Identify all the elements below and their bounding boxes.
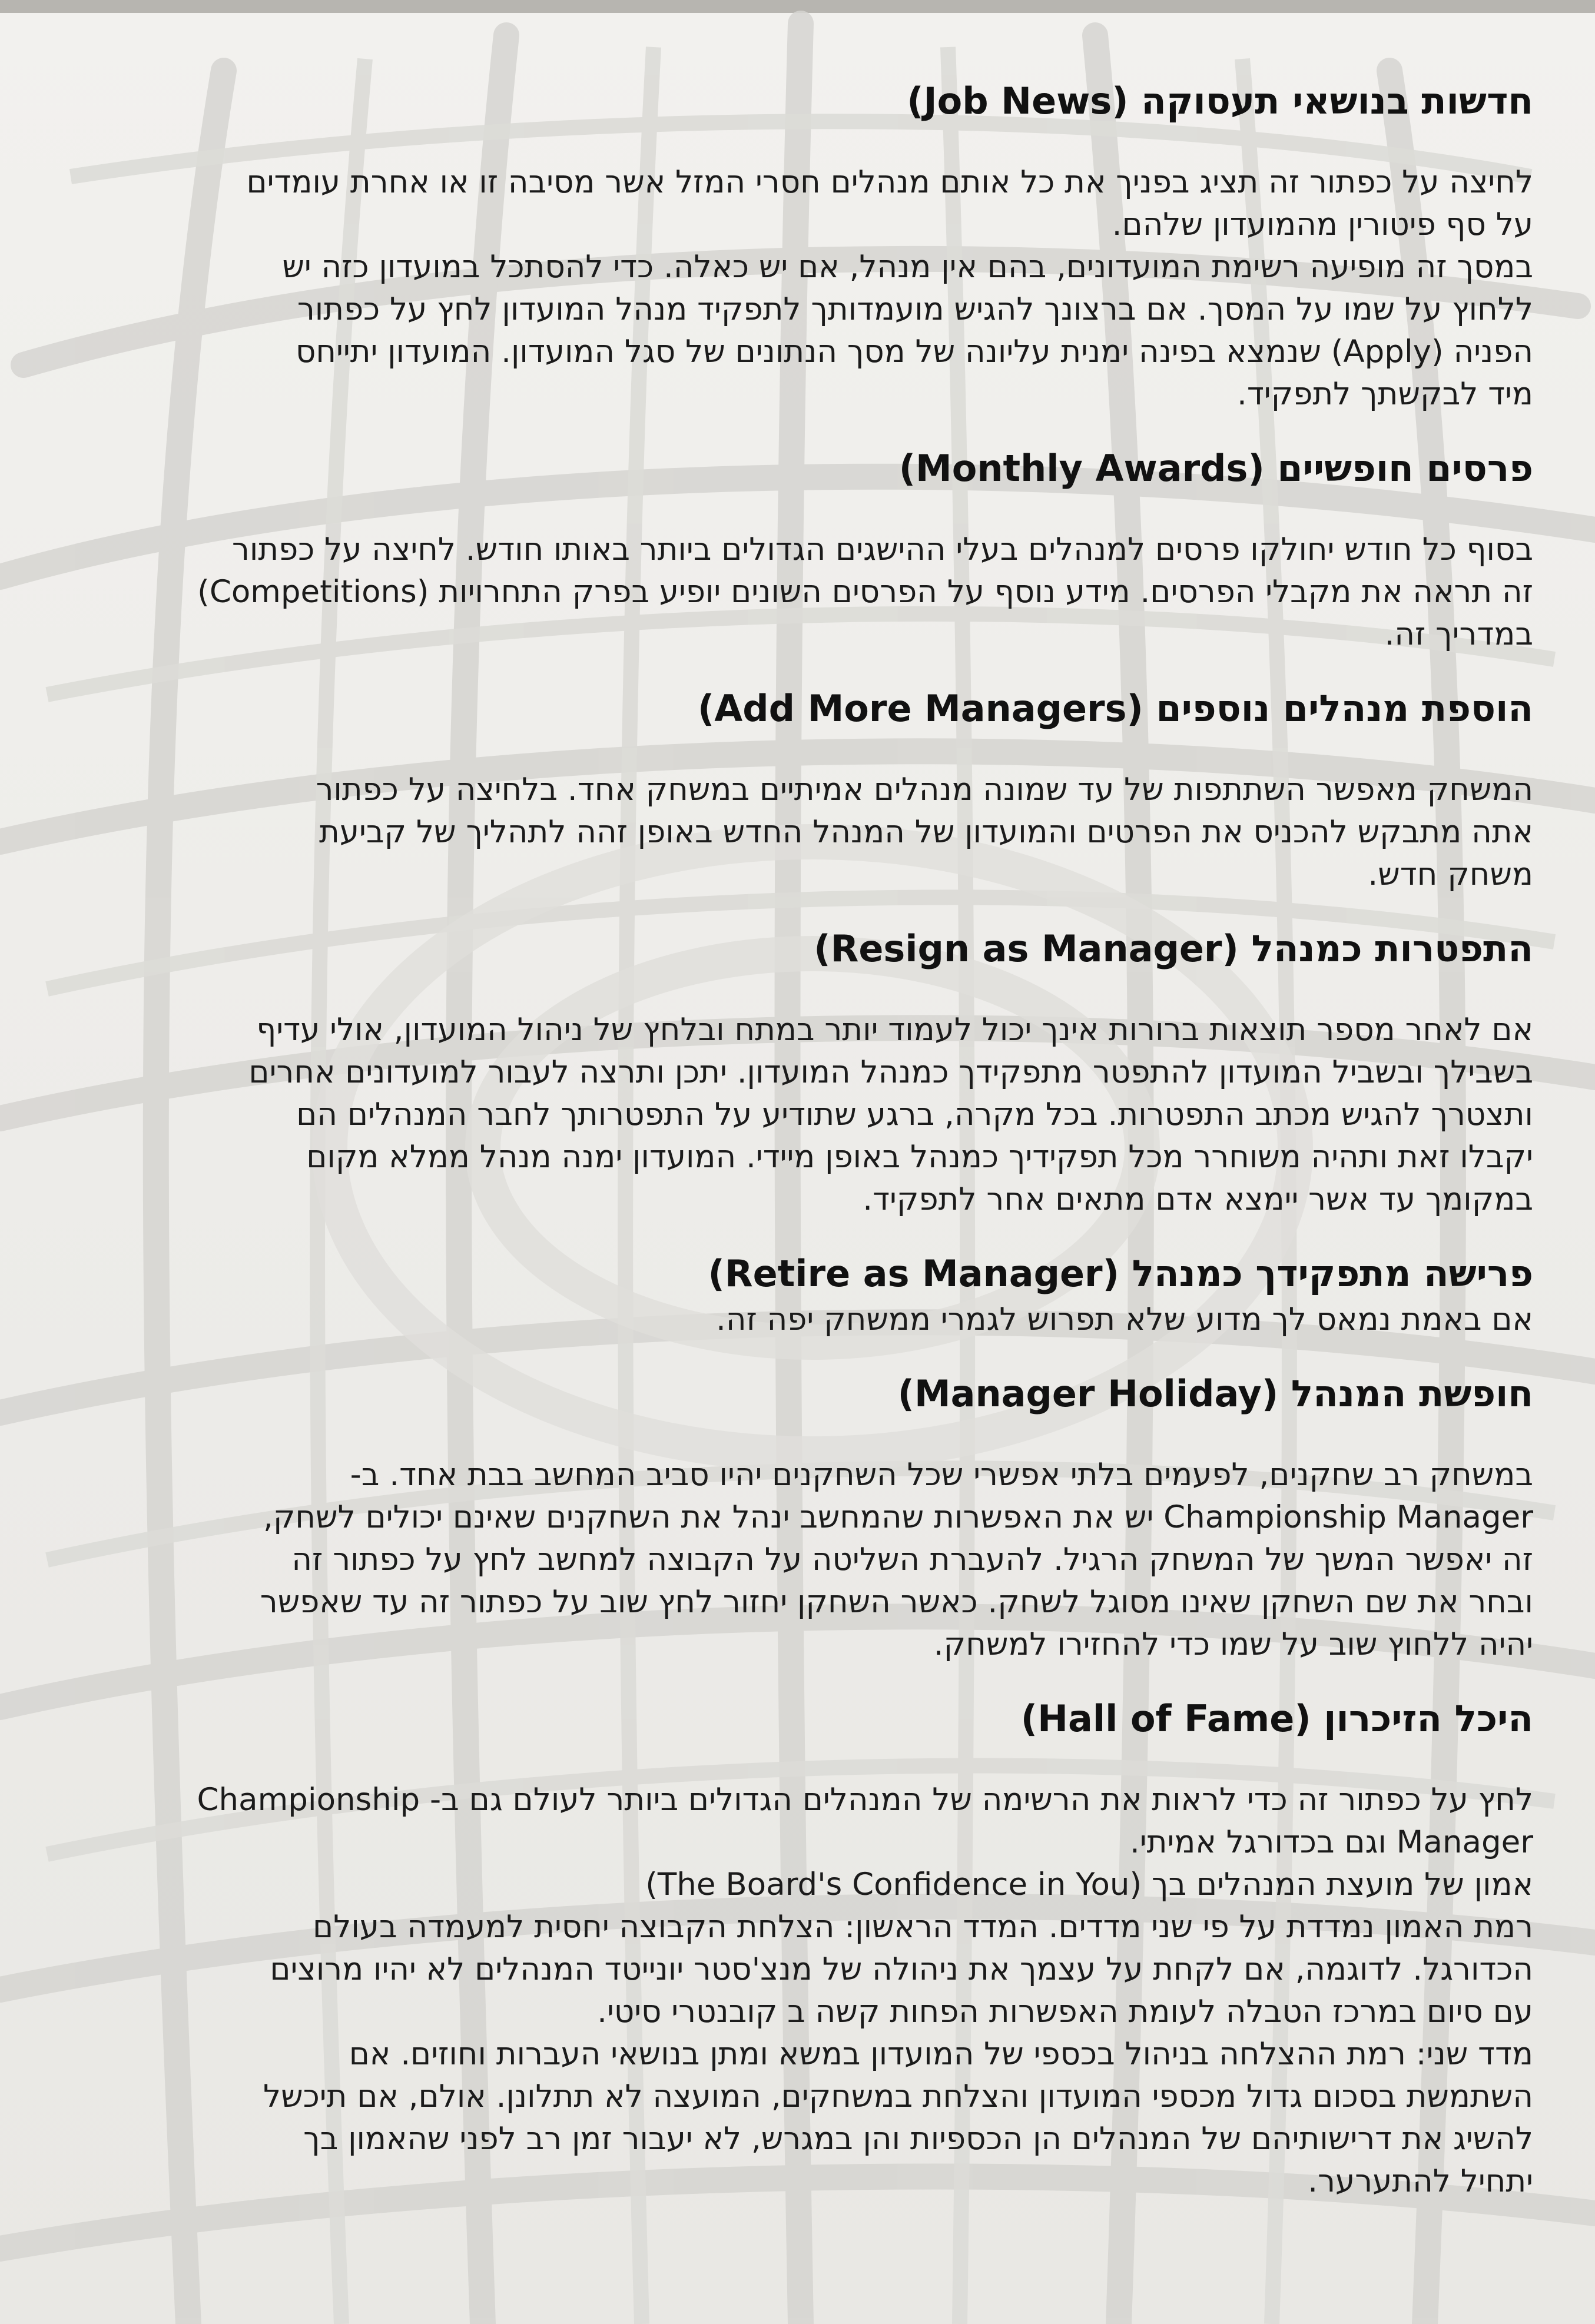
heading-job-news: חדשות בנושאי תעסוקה (Job News) bbox=[907, 79, 1533, 122]
heading-manager-holiday: חופשת המנהל (Manager Holiday) bbox=[897, 1372, 1533, 1415]
paragraph-add-managers: המשחק מאפשר השתתפות של עד שמונה מנהלים אמיתיים במשחק אחד. בלחיצה על כפתור אתה מתבקש להכניס את הפרטים והמועדון של המנהל החדש באופן זהה לתהליך של קביעת משחק חדש. bbox=[316, 772, 1533, 892]
heading-retire: פרישה מתפקידך כמנהל (Retire as Manager) bbox=[708, 1252, 1533, 1295]
paragraph-monthly-awards: בסוף כל חודש יחולקו פרסים למנהלים בעלי ההישגים הגדולים ביותר באותו חודש. לחיצה על כפתור זה תראה את מקבלי הפרסים. מידע נוסף על הפרסים השונים יופיע בפרק התחרויות (Competitions) במדריך זה. bbox=[197, 532, 1533, 652]
paragraph-retire: אם באמת נמאס לך מדוע שלא תפרוש לגמרי ממשחק יפה זה. bbox=[716, 1302, 1533, 1337]
paragraph-manager-holiday: במשחק רב שחקנים, לפעמים בלתי אפשרי שכל השחקנים יהיו סביב המחשב בבת אחד. ב- Championship Manager יש את האפשרות שהמחשב ינהל את השחקנים שאינם יכולים לשחק, זה יאפשר המשך של המשחק הרגיל. להעברת השליטה על הקבוצה למחשב לחץ על כפתור זה ובחר את שם השחקן שאינו מסוגל לשחק. כאשר השחקן יחזור לחץ שוב על כפתור זה עד שאפשר יהיה ללחוץ שוב על שמו כדי להחזירו למשחק. bbox=[260, 1457, 1533, 1662]
section-hall-of-fame bbox=[64, 1694, 1533, 2203]
section-manager-holiday bbox=[64, 1369, 1533, 1666]
section-resign bbox=[64, 924, 1533, 1221]
section-job-news bbox=[64, 77, 1533, 416]
paragraph-hall-of-fame: לחץ על כפתור זה כדי לראות את הרשימה של המנהלים הגדולים ביותר לעולם גם ב- Championship Manager וגם בכדורגל אמיתי. אמון של מועצת המנהלים בך (The Board's Confidence in You) רמת האמון נמדדת על פי שני מדדים. המדד הראשון: הצלחת הקבוצה יחסית למעמדה בעולם הכדורגל. לדוגמה, אם לקחת על עצמך את ניהולה של מנצ'סטר יונייטד המנהלים לא יהיו מרוצים עם סיום במרכז הטבלה לעומת האפשרות הפחות קשה ב קובנטרי סיטי. מדד שני: רמת ההצלחה בניהול בכספי של המועדון במשא ומתן בנושאי העברות וחוזים. אם השתמשת בסכום גדול מכספי המועדון והצלחת במשחקים, המועצה לא תתלונן. אולם, אם תיכשל להשיג את דרישותיהם של המנהלים הן הכספיות והן במגרש, לא יעבור זמן רב לפני שהאמון בך יתחיל להתערער. bbox=[197, 1782, 1533, 2199]
article-content bbox=[64, 77, 1533, 2231]
section-retire bbox=[64, 1249, 1533, 1341]
section-add-managers bbox=[64, 684, 1533, 896]
heading-hall-of-fame: היכל הזיכרון (Hall of Fame) bbox=[1020, 1697, 1533, 1740]
heading-monthly-awards: פרסים חופשיים (Monthly Awards) bbox=[898, 447, 1533, 490]
paragraph-resign: אם לאחר מספר תוצאות ברורות אינך יכול לעמוד יותר במתח ובלחץ של ניהול המועדון, אולי עדיף בשבילך ובשביל המועדון להתפטר מתפקידך כמנהל המועדון. יתכן ותרצה לעבור למועדונים אחרים ותצטרך להגיש מכתב התפטרות. בכל מקרה, ברגע שתודיע על התפטרותך לחבר המנהלים הם יקבלו זאת ותהיה משוחרר מכל תפקידיך כמנהל באופן מיידי. המועדון ימנה מנהל ממלא מקום במקומך עד אשר יימצא אדם מתאים אחר לתפקיד. bbox=[248, 1012, 1533, 1217]
section-monthly-awards bbox=[64, 444, 1533, 656]
heading-add-managers: הוספת מנהלים נוספים (Add More Managers) bbox=[697, 687, 1533, 730]
heading-resign: התפטרות כמנהל (Resign as Manager) bbox=[814, 927, 1533, 970]
paragraph-job-news: לחיצה על כפתור זה תציג בפניך את כל אותם מנהלים חסרי המזל אשר מסיבה זו או אחרת עומדים על סף פיטורין מהמועדון שלהם. במסך זה מופיעה רשימת המועדונים, בהם אין מנהל, אם יש כאלה. כדי להסתכל במועדון כזה יש ללחוץ על שמו על המסך. אם ברצונך להגיש מועמדותך לתפקיד מנהל המועדון לחץ על כפתור הפניה (Apply) שנמצא בפינה ימנית עליונה של מסך הנתונים של סגל המועדון. המועדון יתייחס מיד לבקשתך לתפקיד. bbox=[246, 164, 1533, 412]
